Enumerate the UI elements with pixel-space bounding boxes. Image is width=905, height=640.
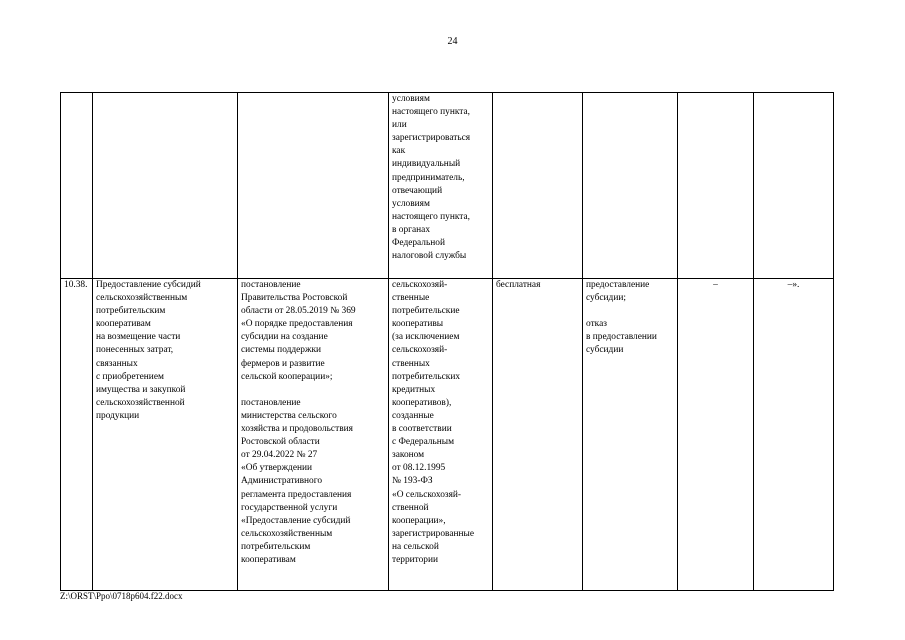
cell-payment bbox=[493, 93, 583, 279]
cell-col8: –». bbox=[754, 279, 834, 591]
cell-payment: бесплатная bbox=[493, 279, 583, 591]
cell-result bbox=[583, 93, 678, 279]
cell-recipients: условиям настоящего пункта, или зарегистрироваться как индивидуальный предприниматель, отвечающий условиям настоящего пункта, в органах Федеральной налоговой службы bbox=[389, 93, 493, 279]
cell-legal-basis: постановление Правительства Ростовской области от 28.05.2019 № 369 «О порядке предоставления субсидии на создание системы поддержки фермеров и развитие сельской кооперации»; постановление министерства сельского хозяйства и продовольствия Ростовской области от 29.04.2022 № 27 «Об утверждении Административного регламента предоставления государственной услуги «Предоставление субсидий сельскохозяйственным потребительским кооперативам bbox=[238, 279, 389, 591]
table-row bbox=[61, 93, 834, 279]
cell-col7 bbox=[678, 93, 754, 279]
cell-number bbox=[61, 93, 93, 279]
cell-col8 bbox=[754, 93, 834, 279]
cell-col7: – bbox=[678, 279, 754, 591]
cell-result: предоставление субсидии; отказ в предоставлении субсидии bbox=[583, 279, 678, 591]
services-table bbox=[60, 92, 834, 591]
cell-legal-basis bbox=[238, 93, 389, 279]
page-number: 24 bbox=[447, 36, 458, 47]
cell-service-name bbox=[93, 93, 238, 279]
table-row bbox=[61, 279, 834, 591]
file-path-footer: Z:\ORST\Ppo\0718p604.f22.docx bbox=[60, 591, 183, 601]
cell-number: 10.38. bbox=[61, 279, 93, 591]
cell-recipients: сельскохозяй- ственные потребительские кооперативы (за исключением сельскохозяй- ственных потребительских кредитных кооперативов), созданные в соответствии с Федеральным законом от 08.12.1995 № 193-ФЗ «О сельскохозяй- ственной кооперации», зарегистрированные на сельской территории bbox=[389, 279, 493, 591]
cell-service-name: Предоставление субсидий сельскохозяйственным потребительским кооперативам на возмещение части понесенных затрат, связанных с приобретением имущества и закупкой сельскохозяйственной продукции bbox=[93, 279, 238, 591]
